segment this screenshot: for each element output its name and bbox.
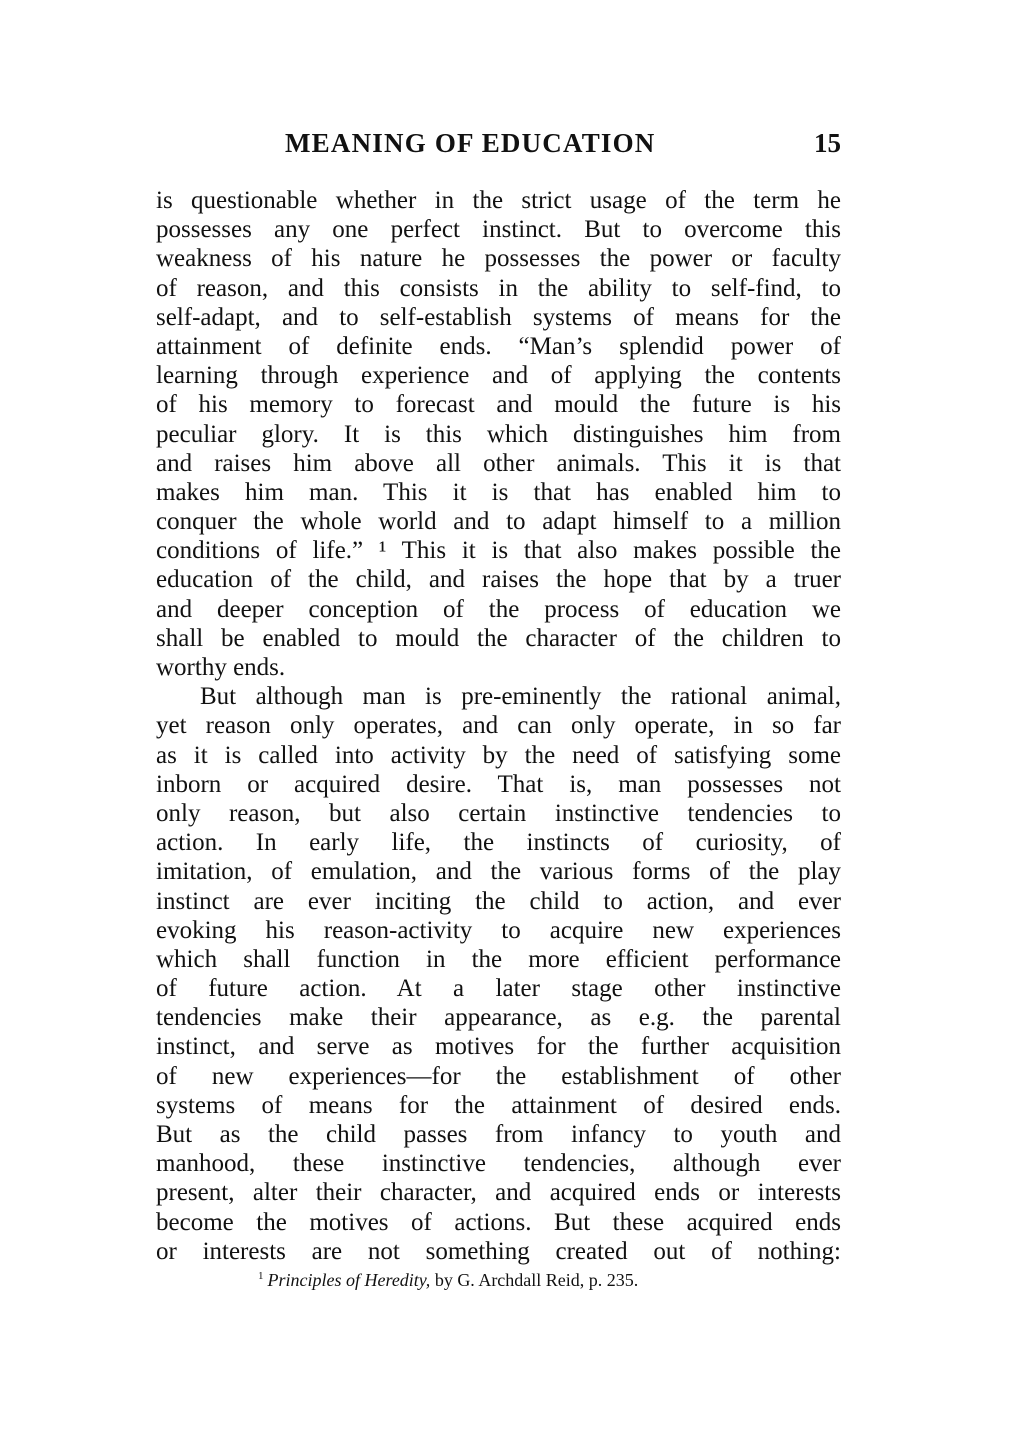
- text-line: of reason, and this consists in the ability to self-find, to: [156, 274, 841, 302]
- running-head: [156, 128, 841, 168]
- text-line: weakness of his nature he possesses the power or faculty: [156, 245, 841, 273]
- text-line: attainment of definite ends. “Man’s splendid power of: [156, 332, 841, 360]
- page-number: 15: [814, 128, 841, 158]
- running-title: MEANING OF EDUCATION: [285, 128, 656, 158]
- text-line: action. In early life, the instincts of curiosity, of: [156, 829, 841, 857]
- text-line: imitation, of emulation, and the various forms of the play: [156, 858, 841, 886]
- footnote: [258, 1265, 638, 1291]
- text-line: education of the child, and raises the hope that by a truer: [156, 566, 841, 594]
- text-line: is questionable whether in the strict usage of the term he: [156, 187, 841, 214]
- text-line: only reason, but also certain instinctive tendencies to: [156, 799, 841, 827]
- text-line: evoking his reason-activity to acquire new experiences: [156, 916, 841, 944]
- text-line: possesses any one perfect instinct. But to overcome this: [156, 216, 841, 244]
- text-line: instinct are ever inciting the child to action, and ever: [156, 887, 841, 915]
- text-line: of new experiences—for the establishment of other: [156, 1062, 841, 1090]
- body-text: [156, 186, 841, 1266]
- text-line: inborn or acquired desire. That is, man possesses not: [156, 770, 841, 798]
- text-line: or interests are not something created out of nothing:: [156, 1237, 841, 1265]
- text-line: self-adapt, and to self-establish systems of means for the: [156, 303, 841, 331]
- text-line: peculiar glory. It is this which distinguishes him from: [156, 420, 841, 448]
- text-line: tendencies make their appearance, as e.g. the parental: [156, 1004, 841, 1032]
- text-line: learning through experience and of applying the contents: [156, 362, 841, 390]
- text-line: as it is called into activity by the need of satisfying some: [156, 741, 841, 769]
- text-line: conquer the whole world and to adapt himself to a million: [156, 508, 841, 536]
- text-line: shall be enabled to mould the character of the children to: [156, 624, 841, 652]
- text-line: yet reason only operates, and can only operate, in so far: [156, 712, 841, 740]
- text-line: which shall function in the more efficient performance: [156, 945, 841, 973]
- footnote-marker: 1: [258, 1270, 264, 1282]
- text-line: of his memory to forecast and mould the future is his: [156, 391, 841, 419]
- text-line: and deeper conception of the process of education we: [156, 595, 841, 623]
- paragraph-first-line: But although man is pre-eminently the rational animal,: [200, 683, 841, 711]
- text-line: conditions of life.” ¹ This it is that also makes possible the: [156, 537, 841, 565]
- text-line: systems of means for the attainment of desired ends.: [156, 1091, 841, 1119]
- text-line: But as the child passes from infancy to youth and: [156, 1121, 841, 1148]
- text-line: instinct, and serve as motives for the further acquisition: [156, 1033, 841, 1061]
- text-line: of future action. At a later stage other instinctive: [156, 975, 841, 1003]
- text-line: present, alter their character, and acquired ends or interests: [156, 1179, 841, 1207]
- footnote-book-title: Principles of Heredity,: [267, 1270, 431, 1290]
- text-line: and raises him above all other animals. This it is that: [156, 449, 841, 477]
- footnote-citation: by G. Archdall Reid, p. 235.: [430, 1270, 639, 1290]
- text-line: makes him man. This it is that has enabled him to: [156, 478, 841, 506]
- text-line: manhood, these instinctive tendencies, although ever: [156, 1150, 841, 1178]
- paragraph-end-line: worthy ends.: [156, 654, 286, 681]
- text-line: become the motives of actions. But these acquired ends: [156, 1208, 841, 1236]
